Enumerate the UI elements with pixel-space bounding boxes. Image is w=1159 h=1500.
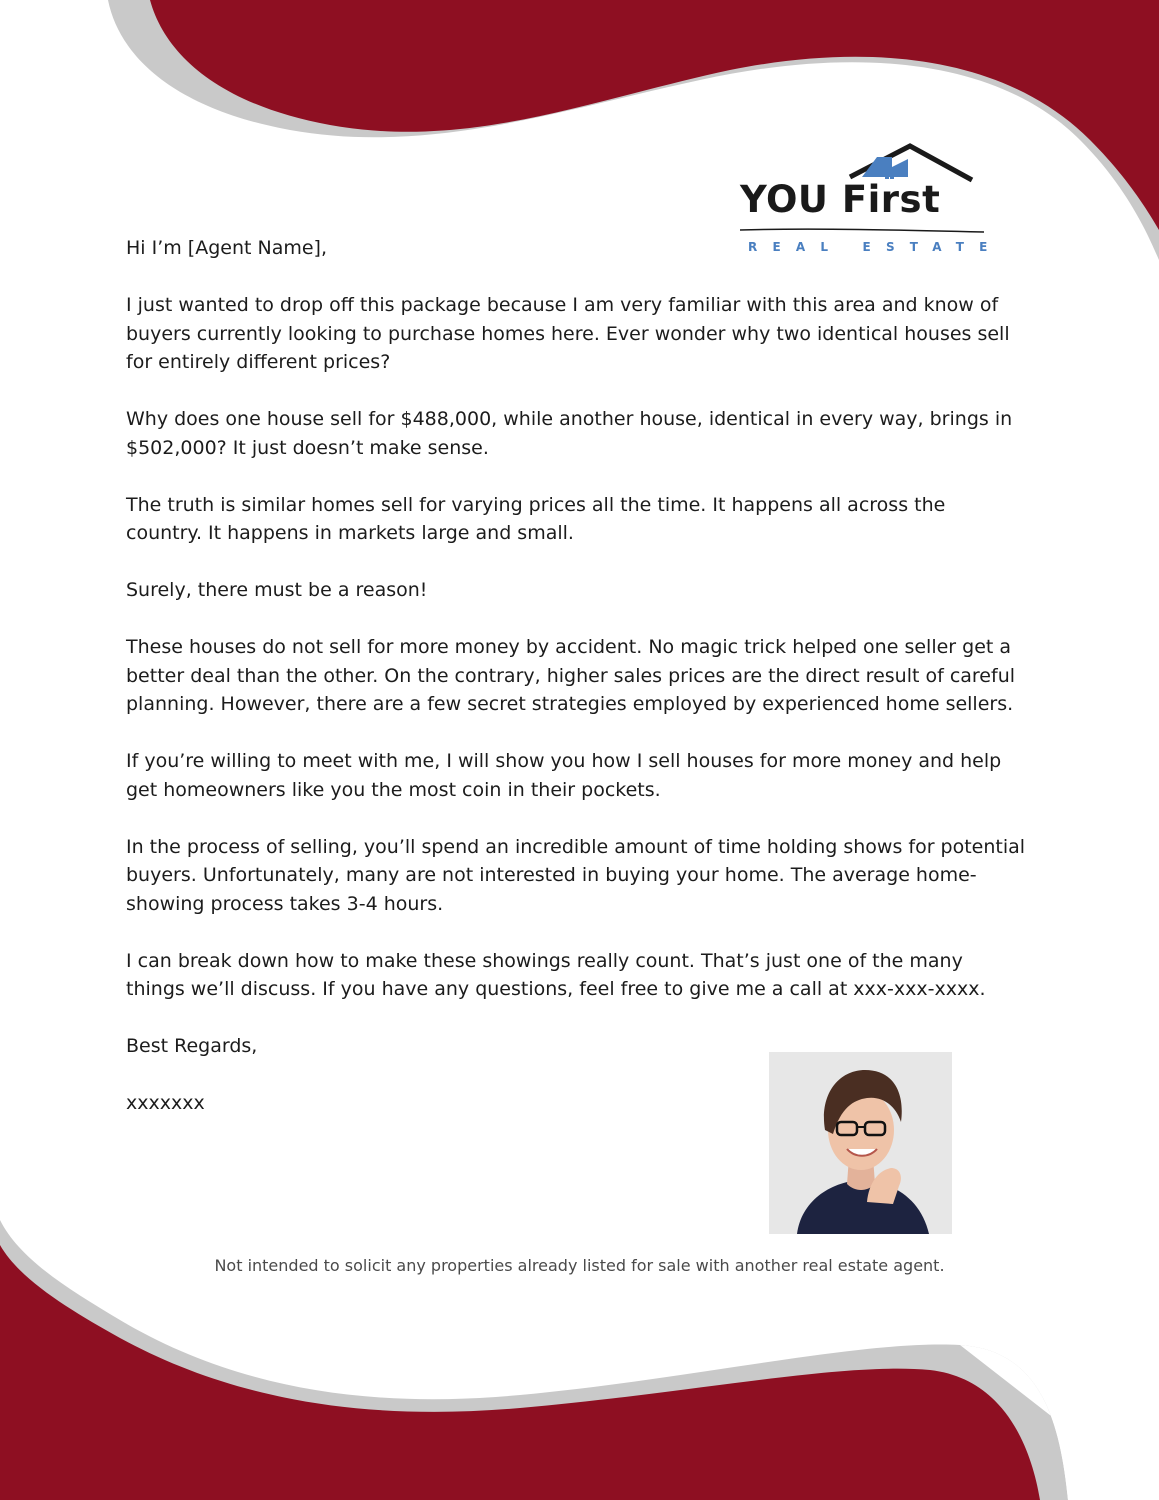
paragraph: I can break down how to make these showings really count. That’s just one of the many things we’ll discuss. If you have any questions, feel free to give me a call at xxx-xxx-xxxx. [126, 949, 986, 1000]
paragraph: Surely, there must be a reason! [126, 579, 428, 601]
paragraph: The truth is similar homes sell for varying prices all the time. It happens all across the country. It happens in markets large and small. [126, 493, 946, 544]
greeting: Hi I’m [Agent Name], [126, 237, 327, 259]
paragraph: These houses do not sell for more money by accident. No magic trick helped one seller get a better deal than the other. On the contrary, higher sales prices are the direct result of careful planning. However, there are a few secret strategies employed by experienced home sellers. [126, 636, 1016, 715]
agent-photo [769, 1052, 952, 1234]
disclaimer-text: Not intended to solicit any properties already listed for sale with another real estate agent. [214, 1256, 945, 1275]
agent-portrait-icon [769, 1052, 952, 1234]
closing: Best Regards, [126, 1035, 258, 1057]
paragraph: I just wanted to drop off this package because I am very familiar with this area and know of buyers currently looking to purchase homes here. Ever wonder why two identical houses sell for entirely different prices? [126, 294, 1010, 373]
signature: xxxxxxx [126, 1092, 205, 1114]
paragraph: In the process of selling, you’ll spend an incredible amount of time holding shows for potential buyers. Unfortunately, many are not interested in buying your home. The average home-showing process takes 3-4 hours. [126, 835, 1026, 915]
brand-name: YOU First [740, 178, 941, 221]
disclaimer [0, 1256, 1159, 1275]
brand-tagline: REAL ESTATE [748, 240, 1003, 254]
letter-body [126, 234, 1026, 1146]
paragraph: If you’re willing to meet with me, I will show you how I sell houses for more money and help get homeowners like you the most coin in their pockets. [126, 750, 1002, 801]
paragraph: Why does one house sell for $488,000, while another house, identical in every way, brings in $502,000? It just doesn’t make sense. [126, 408, 1013, 459]
